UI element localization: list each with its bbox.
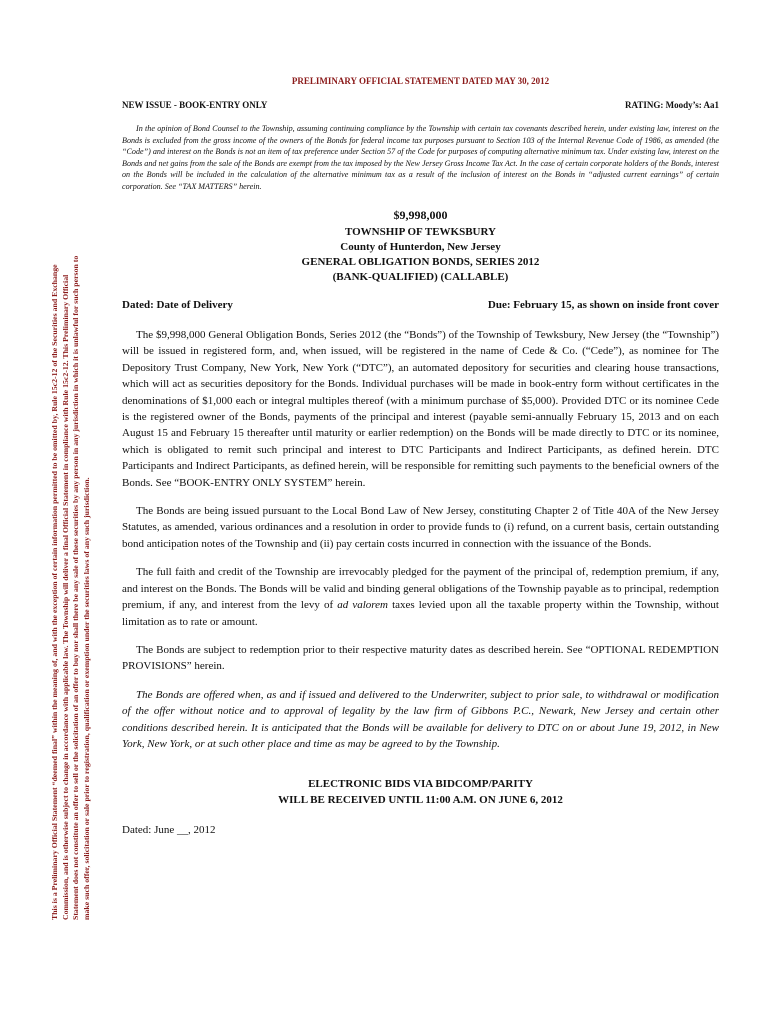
security-paragraph [122, 564, 719, 630]
issuer-county: County of Hunterdon, New Jersey [340, 241, 501, 253]
bond-qualifiers: (BANK-QUALIFIED) (CALLABLE) [332, 271, 509, 283]
securities-legend [50, 60, 92, 920]
legend-line: This is a Preliminary Official Statement “deemed final” within the meaning of, and with the exception of certain information permitted to be omitted by, Rule 15c2-12 of the Securities and Exchange [50, 264, 59, 920]
dated-due-row [122, 299, 719, 311]
footer-dated: Dated: June __, 2012 [122, 824, 216, 837]
bond-series: GENERAL OBLIGATION BONDS, SERIES 2012 [301, 256, 540, 268]
issuer-block [122, 225, 719, 285]
legend-line: Commission, and is otherwise subject to change in accordance with applicable law. The Township will deliver a final Official Statement in compliance with Rule 15c2-12. This Preliminary Official [60, 274, 70, 920]
bids-line-1: ELECTRONIC BIDS VIA BIDCOMP/PARITY [308, 778, 533, 791]
document-body [122, 76, 719, 836]
redemption-paragraph: The Bonds are subject to redemption prior to their respective maturity dates as described herein. See “OPTIONAL REDEMPTION PROVISIONS” herein. [122, 643, 719, 673]
tax-opinion: In the opinion of Bond Counsel to the Township, assuming continuing compliance by the Township with certain tax covenants described herein, under existing law, interest on the Bonds is excluded from the gross income of the owners of the Bonds for federal income tax purposes pursuant to Section 103 of the Internal Revenue Code of 1986, as amended (the “Code”) and interest on the Bonds is not an item of tax preference under Section 57 of the Code for purposes of computing alternative minimum tax. Under existing law, interest on the Bonds and net gains from the sale of the Bonds are exempt from the tax imposed by the New Jersey Gross Income Tax Act. In the case of certain corporate holders of the Bonds, interest on the Bonds will be included in the calculation of the alternative minimum tax as a result of the inclusion of interest on the Bonds in “adjusted current earnings” of certain corporation. See “TAX MATTERS” herein. [122, 124, 719, 191]
issue-type: NEW ISSUE - BOOK-ENTRY ONLY [122, 100, 268, 110]
dated-date: Dated: Date of Delivery [122, 299, 233, 311]
document-title: PRELIMINARY OFFICIAL STATEMENT DATED MAY 30, 2012 [291, 76, 550, 86]
security-text-1: The full faith and credit of the Township are irrevocably pledged for the payment of the principal of, redemption premium, if any, and interest on the Bonds. The Bonds will be valid and binding general obligations of the Township payable as to principal, redemption premium, if any, and interest from the levy of [122, 566, 719, 612]
issuer-name: TOWNSHIP OF TEWKSBURY [344, 226, 496, 238]
authorization-paragraph: The Bonds are being issued pursuant to the Local Bond Law of New Jersey, constituting Chapter 2 of Title 40A of the New Jersey Statutes, as amended, various ordinances and a resolution in order to provide funds to (i) refund, on a current basis, certain outstanding bond anticipation notes of the Township and (ii) pay certain costs incurred in connection with the issuance of the Bonds. [122, 505, 719, 550]
bond-amount: $9,998,000 [393, 208, 448, 222]
legend-line: Statement does not constitute an offer to sell or the solicitation of an offer to buy nor shall there be any sale of these securities by any person in any jurisdiction in which it is unlawful for such person to [71, 255, 81, 920]
offering-paragraph: The Bonds are offered when, as and if issued and delivered to the Underwriter, subject to prior sale, to withdrawal or modification of the offer without notice and to approval of legality by the law firm of Gibbons P.C., Newark, New Jersey and certain other conditions described herein. It is anticipated that the Bonds will be available for delivery to DTC on or about June 19, 2012, in New York, New York, or at such other place and time as may be agreed to by the Township. [122, 688, 719, 750]
legend-line: make such offer, solicitation or sale prior to registration, qualification or exemption under the securities laws of any such jurisdiction. [81, 477, 91, 920]
due-date: Due: February 15, as shown on inside front cover [487, 299, 719, 311]
rating: RATING: Moody’s: Aa1 [625, 100, 719, 110]
bonds-description-paragraph: The $9,998,000 General Obligation Bonds, Series 2012 (the “Bonds”) of the Township of Tewksbury, New Jersey (the “Township”) will be issued in registered form, and, when issued, will be registered in the name of Cede & Co. (“Cede”), as nominee for The Depository Trust Company, New York, New York (“DTC”), an automated depository for securities and clearing house transactions, which will act as securities depository for the Bonds. Individual purchases will be made in book-entry form without certificates in the denominations of $1,000 each or integral multiples thereof (with a minimum purchase of $5,000). Provided DTC or its nominee Cede is the registered owner of the Bonds, payments of the principal and interest (payable semi-annually February 15, 2013 and on each August 15 and February 15 thereafter until maturity or earlier redemption) on the Bonds will be made directly to DTC or its nominee, which is obligated to remit such principal and interest to DTC Participants and Indirect Participants, as defined herein. DTC Participants and Indirect Participants, as defined herein, will be responsible for remitting such payments to the beneficial owners of the Bonds. See “BOOK-ENTRY ONLY SYSTEM” herein. [122, 329, 719, 489]
bids-notice [122, 776, 719, 808]
security-text-italic: ad valorem [337, 599, 388, 612]
bids-line-2: WILL BE RECEIVED UNTIL 11:00 A.M. ON JUNE 6, 2012 [278, 794, 563, 807]
security-text-2: taxes levied upon all the taxable property within the Township, without limitation as to rate or amount. [122, 599, 719, 628]
issue-rating-row [122, 100, 719, 110]
